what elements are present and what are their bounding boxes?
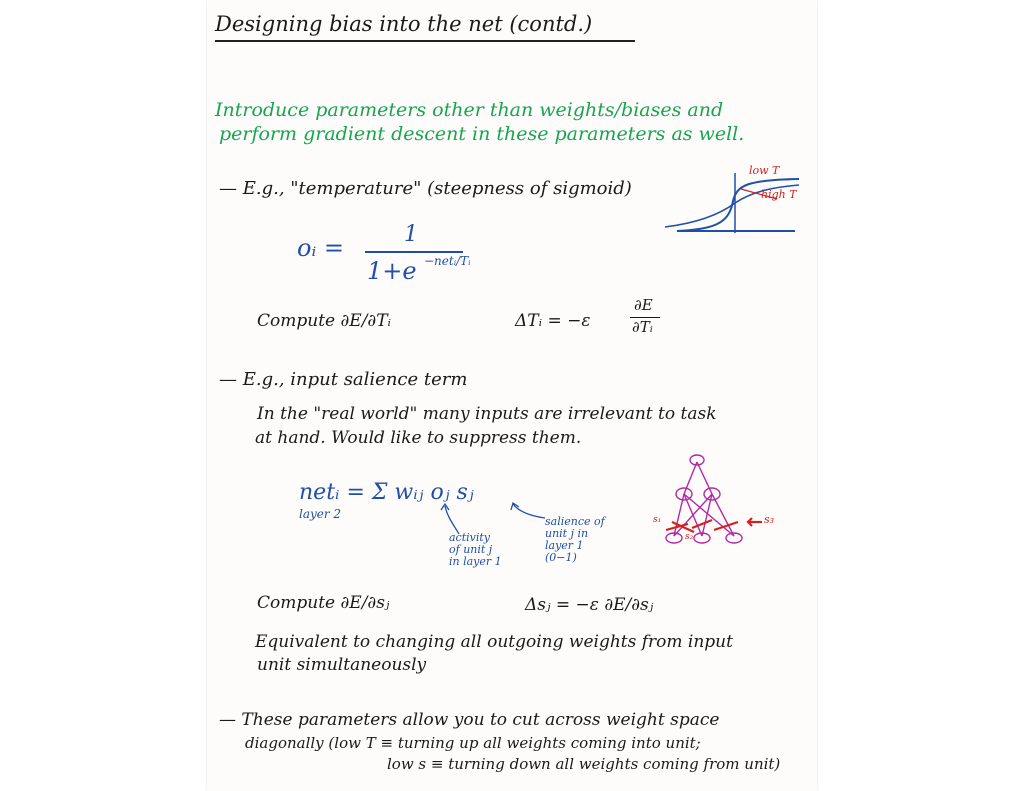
network-s1-label: s₁ <box>653 515 662 525</box>
example1-compute: Compute ∂E/∂Tᵢ <box>257 311 391 331</box>
example1-delta-num: ∂E <box>634 296 653 314</box>
formula-numerator: 1 <box>404 222 418 247</box>
network-sketch <box>662 450 792 550</box>
example2-delta: Δsⱼ = −ε ∂E/∂sⱼ <box>525 595 654 615</box>
sigmoid-low-t-label: low T <box>749 164 780 177</box>
layer-2-label: layer 2 <box>299 507 342 521</box>
conclusion-line-1: — These parameters allow you to cut across weight space <box>219 710 720 730</box>
annotation-salience: salience of unit j in layer 1 (0−1) <box>545 515 605 564</box>
example1-delta-lhs: ΔTᵢ = −ε <box>515 311 591 331</box>
annotation-activity: activity of unit j in layer 1 <box>449 531 502 568</box>
sigmoid-high-t-label: high T <box>761 188 797 201</box>
intro-line-2: perform gradient descent in these parameters as well. <box>219 123 745 145</box>
page-title: Designing bias into the net (contd.) <box>215 12 593 36</box>
example2-compute: Compute ∂E/∂sⱼ <box>257 593 390 613</box>
conclusion-line-2: diagonally (low T ≡ turning up all weights coming into unit; <box>245 734 701 752</box>
example2-heading: — E.g., input salience term <box>219 369 468 390</box>
notes-page <box>207 0 817 791</box>
example2-desc-line-1: In the "real world" many inputs are irrelevant to task <box>257 404 717 424</box>
example1-heading: — E.g., "temperature" (steepness of sigmoid) <box>219 178 632 199</box>
example1-delta-den: ∂Tᵢ <box>632 318 653 336</box>
network-s2-label: s₂ <box>685 532 694 542</box>
formula-exponent: −netᵢ/Tᵢ <box>424 254 471 268</box>
intro-line-1: Introduce parameters other than weights/biases and <box>215 99 724 121</box>
formula-denominator: 1+e <box>367 257 417 285</box>
conclusion-line-3: low s ≡ turning down all weights coming from unit) <box>387 755 781 773</box>
example2-desc-line-2: at hand. Would like to suppress them. <box>255 428 582 448</box>
title-underline <box>215 40 635 42</box>
salience-formula: netᵢ = Σ wᵢⱼ oⱼ sⱼ <box>299 480 474 505</box>
formula-fraction-bar <box>365 251 463 253</box>
example2-equiv-line-1: Equivalent to changing all outgoing weights from input <box>255 632 733 652</box>
formula-lhs: oᵢ = <box>297 234 345 262</box>
network-s3-label: s₃ <box>764 513 775 526</box>
example2-equiv-line-2: unit simultaneously <box>257 655 427 675</box>
